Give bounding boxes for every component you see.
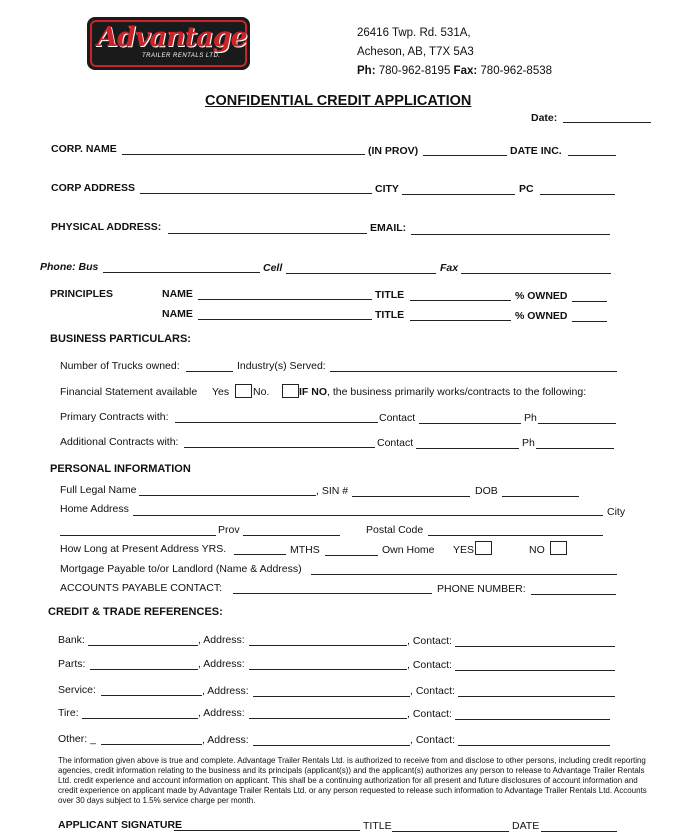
- ref-bank-label: Bank:: [58, 634, 85, 646]
- prov-label: Prov: [218, 524, 240, 536]
- fin-yes-label: Yes: [212, 386, 230, 398]
- ref-parts-address-field[interactable]: [249, 669, 407, 670]
- industry-label: Industry(s) Served:: [237, 360, 326, 372]
- dob-field[interactable]: [502, 496, 579, 497]
- home-city-label: City: [607, 506, 626, 518]
- ref-parts-address-label: , Address:: [198, 658, 245, 670]
- date-label: Date:: [531, 112, 558, 124]
- primary-contact-label: Contact: [379, 412, 416, 424]
- phone-value: 780-962-8195: [375, 65, 454, 77]
- fin-no-label: No.: [253, 386, 270, 398]
- principle1-title-field[interactable]: [410, 300, 511, 301]
- principle2-owned-field[interactable]: [572, 321, 607, 322]
- phone-bus-label: Phone: Bus: [40, 261, 99, 273]
- signature-title-field[interactable]: [392, 831, 509, 832]
- city-label: CITY: [375, 183, 399, 195]
- additional-contracts-field[interactable]: [184, 447, 375, 448]
- logo-wordmark: Advantage: [97, 22, 247, 53]
- years-field[interactable]: [234, 554, 286, 555]
- fin-stmt-label: Financial Statement available: [60, 386, 198, 398]
- trucks-label: Number of Trucks owned:: [60, 360, 180, 372]
- industry-field[interactable]: [330, 371, 617, 372]
- applicant-signature-field[interactable]: [174, 830, 360, 831]
- date-field[interactable]: [563, 122, 651, 123]
- ref-service-contact-field[interactable]: [458, 696, 615, 697]
- ref-other-contact-field[interactable]: [458, 745, 610, 746]
- phone-bus-field[interactable]: [103, 272, 260, 273]
- ref-other-contact-label: , Contact:: [410, 734, 455, 746]
- fax-value: 780-962-8538: [477, 65, 553, 77]
- fax-label: Fax: [440, 262, 459, 274]
- principle2-title-field[interactable]: [410, 320, 511, 321]
- trucks-field[interactable]: [186, 371, 233, 372]
- prov-field[interactable]: [243, 535, 340, 536]
- ref-parts-contact-field[interactable]: [455, 670, 615, 671]
- form-title: CONFIDENTIAL CREDIT APPLICATION: [205, 93, 472, 109]
- date-inc-label: DATE INC.: [510, 145, 562, 157]
- authorization-text: The information given above is true and complete. Advantage Trailer Rentals Ltd. is authorized to receive from and disclose to other persons, including credit reporting agencies, credit information relating to the business and its principals (applicant(s)) and the applicant(s) authorizes any person to release to Advantage Trailer Rentals Ltd. credit experience and account information on applicant. This shall be a continuing authorization for all present and future disclosures of account information and credit experience on applicant made by Advantage Trailer Rentals Ltd. or any person requested to release such information to Advantage Trailer Rentals Ltd. Accounts over 30 days subject to 1.5% service charge per month.: [58, 756, 647, 805]
- ref-parts-label: Parts:: [58, 658, 86, 670]
- ref-bank-address-field[interactable]: [249, 645, 407, 646]
- ref-tire-address-field[interactable]: [249, 718, 407, 719]
- sin-field[interactable]: [352, 496, 470, 497]
- ref-tire-address-label: , Address:: [198, 707, 245, 719]
- primary-contracts-label: Primary Contracts with:: [60, 411, 169, 423]
- date-inc-field[interactable]: [568, 155, 616, 156]
- ref-service-field[interactable]: [101, 695, 202, 696]
- home-address-field[interactable]: [133, 515, 603, 516]
- corp-name-field[interactable]: [122, 154, 365, 155]
- additional-contact-field[interactable]: [416, 448, 519, 449]
- business-heading: BUSINESS PARTICULARS:: [50, 333, 191, 345]
- pc-field[interactable]: [540, 194, 615, 195]
- additional-ph-field[interactable]: [536, 448, 614, 449]
- principle2-title-label: TITLE: [375, 309, 405, 321]
- if-no-text: [299, 386, 586, 398]
- primary-ph-label: Ph: [524, 412, 537, 424]
- fax-label: Fax:: [453, 65, 478, 77]
- ap-contact-label: ACCOUNTS PAYABLE CONTACT:: [60, 582, 222, 594]
- physical-address-label: PHYSICAL ADDRESS:: [51, 221, 162, 233]
- postal-code-label: Postal Code: [366, 524, 424, 536]
- ref-other-label: Other: _: [58, 733, 96, 745]
- own-home-yes-checkbox[interactable]: [475, 541, 492, 555]
- sin-label: , SIN #: [316, 485, 349, 497]
- if-no-rest: , the business primarily works/contracts to the following:: [327, 386, 587, 398]
- how-long-label: How Long at Present Address YRS.: [60, 543, 227, 555]
- ref-bank-address-label: , Address:: [198, 634, 245, 646]
- in-prov-field[interactable]: [423, 155, 507, 156]
- own-home-no-checkbox[interactable]: [550, 541, 567, 555]
- ref-other-field[interactable]: [101, 744, 202, 745]
- pc-label: PC: [519, 183, 534, 195]
- ref-bank-contact-field[interactable]: [455, 646, 615, 647]
- corp-address-label: CORP ADDRESS: [51, 182, 136, 194]
- ref-tire-field[interactable]: [82, 718, 198, 719]
- references-heading: CREDIT & TRADE REFERENCES:: [48, 606, 223, 618]
- ref-service-address-field[interactable]: [253, 696, 410, 697]
- mortgage-label: Mortgage Payable to/or Landlord (Name & Address): [60, 563, 302, 575]
- home-city-field[interactable]: [60, 535, 216, 536]
- physical-address-field[interactable]: [168, 233, 367, 234]
- legal-name-label: Full Legal Name: [60, 484, 137, 496]
- months-field[interactable]: [325, 555, 378, 556]
- phone-number-label: PHONE NUMBER:: [437, 583, 526, 595]
- legal-name-field[interactable]: [139, 495, 316, 496]
- primary-contact-field[interactable]: [419, 423, 521, 424]
- primary-ph-field[interactable]: [538, 423, 616, 424]
- signature-date-field[interactable]: [541, 831, 617, 832]
- if-no-bold: IF NO: [299, 386, 327, 398]
- logo-subtitle: TRAILER RENTALS LTD.: [142, 53, 221, 59]
- principle1-owned-field[interactable]: [572, 301, 607, 302]
- ref-service-contact-label: , Contact:: [410, 685, 455, 697]
- ref-other-address-field[interactable]: [253, 745, 410, 746]
- signature-date-label: DATE: [512, 820, 540, 832]
- postal-code-field[interactable]: [428, 535, 603, 536]
- signature-title-label: TITLE: [363, 820, 392, 832]
- own-home-label: Own Home: [382, 544, 435, 556]
- personal-heading: PERSONAL INFORMATION: [50, 463, 191, 475]
- fin-no-checkbox[interactable]: [282, 384, 299, 398]
- ref-service-label: Service:: [58, 684, 96, 696]
- ref-parts-field[interactable]: [90, 669, 198, 670]
- phone-number-field[interactable]: [531, 594, 616, 595]
- additional-contact-label: Contact: [377, 437, 414, 449]
- cell-field[interactable]: [286, 273, 436, 274]
- ref-service-address-label: , Address:: [202, 685, 249, 697]
- ref-other-address-label: , Address:: [202, 734, 249, 746]
- principle1-name-field[interactable]: [198, 299, 372, 300]
- additional-ph-label: Ph: [522, 437, 535, 449]
- mths-label: MTHS: [290, 544, 320, 556]
- ref-tire-label: Tire:: [58, 707, 79, 719]
- company-address-line1: 26416 Twp. Rd. 531A,: [357, 27, 471, 39]
- dob-label: DOB: [475, 485, 498, 497]
- principle1-owned-label: % OWNED: [515, 290, 568, 302]
- cell-label: Cell: [263, 262, 283, 274]
- ref-bank-contact-label: , Contact:: [407, 635, 452, 647]
- ref-tire-contact-label: , Contact:: [407, 708, 452, 720]
- corp-name-label: CORP. NAME: [51, 143, 117, 155]
- email-label: EMAIL:: [370, 222, 407, 234]
- own-home-no-label: NO: [529, 544, 545, 556]
- ref-bank-field[interactable]: [88, 645, 198, 646]
- mortgage-field[interactable]: [311, 574, 617, 575]
- ref-tire-contact-field[interactable]: [455, 719, 610, 720]
- home-address-label: Home Address: [60, 503, 129, 515]
- additional-contracts-label: Additional Contracts with:: [60, 436, 179, 448]
- city-field[interactable]: [402, 194, 515, 195]
- principle2-owned-label: % OWNED: [515, 310, 568, 322]
- company-logo: [87, 17, 250, 70]
- phone-label: Ph:: [357, 65, 376, 77]
- applicant-signature-label: APPLICANT SIGNATURE: [58, 819, 183, 831]
- in-prov-label: (IN PROV): [368, 145, 419, 157]
- principle2-name-label: NAME: [162, 308, 193, 320]
- principle1-title-label: TITLE: [375, 289, 405, 301]
- corp-address-field[interactable]: [140, 193, 372, 194]
- email-field[interactable]: [411, 234, 610, 235]
- company-phone-fax: [357, 65, 552, 77]
- principle1-name-label: NAME: [162, 288, 193, 300]
- fax-field[interactable]: [461, 273, 611, 274]
- principles-label: PRINCIPLES: [50, 288, 114, 300]
- primary-contracts-field[interactable]: [175, 422, 378, 423]
- ap-contact-field[interactable]: [233, 593, 432, 594]
- fin-yes-checkbox[interactable]: [235, 384, 252, 398]
- ref-parts-contact-label: , Contact:: [407, 659, 452, 671]
- own-home-yes-label: YES: [453, 544, 475, 556]
- principle2-name-field[interactable]: [198, 319, 372, 320]
- company-address-line2: Acheson, AB, T7X 5A3: [357, 46, 474, 58]
